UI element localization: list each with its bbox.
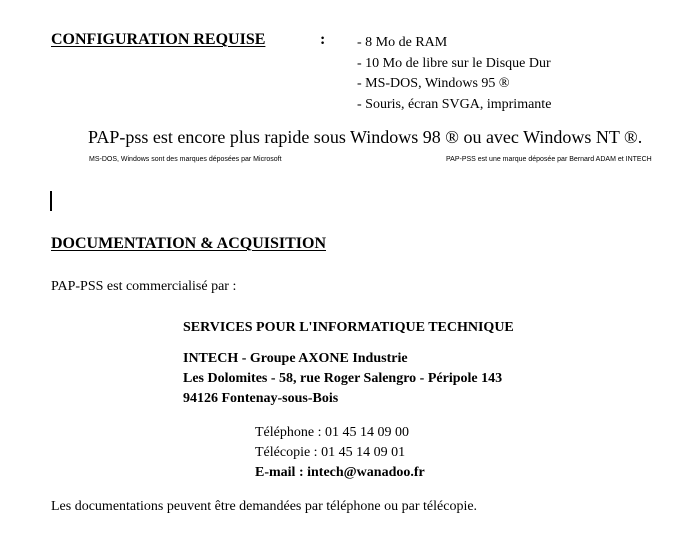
- requirements-list: [357, 33, 551, 115]
- phone-line: Téléphone : 01 45 14 09 00: [255, 425, 409, 440]
- address-line: INTECH - Groupe AXONE Industrie: [183, 351, 408, 366]
- requirement-item: - 8 Mo de RAM: [357, 35, 448, 50]
- email-line[interactable]: E-mail : intech@wanadoo.fr: [255, 465, 425, 480]
- fax-line: Télécopie : 01 45 14 09 01: [255, 445, 406, 460]
- requirement-item: - Souris, écran SVGA, imprimante: [357, 96, 552, 112]
- footer-note: Les documentations peuvent être demandées par téléphone ou par télécopie.: [51, 499, 478, 514]
- contact-block: [255, 423, 425, 483]
- text-cursor: [50, 191, 52, 211]
- speed-note: PAP-pss est encore plus rapide sous Windows 98 ® ou avec Windows NT ®.: [88, 127, 643, 147]
- trademark-pap-pss: PAP-PSS est une marque déposée par Bernard ADAM et INTECH: [446, 156, 652, 163]
- requirements-colon: :: [320, 31, 326, 48]
- company-address: [183, 349, 502, 409]
- documentation-heading: DOCUMENTATION & ACQUISITION: [51, 235, 326, 252]
- address-line: Les Dolomites - 58, rue Roger Salengro - Péripole 143: [183, 371, 503, 386]
- company-name: SERVICES POUR L'INFORMATIQUE TECHNIQUE: [183, 320, 514, 335]
- address-line: 94126 Fontenay-sous-Bois: [183, 391, 339, 406]
- requirement-item: - 10 Mo de libre sur le Disque Dur: [357, 55, 551, 71]
- commercial-intro: PAP-PSS est commercialisé par :: [51, 279, 237, 294]
- requirement-item: - MS-DOS, Windows 95 ®: [357, 76, 510, 91]
- requirements-heading: CONFIGURATION REQUISE: [51, 31, 266, 48]
- trademark-microsoft: MS-DOS, Windows sont des marques déposées par Microsoft: [89, 156, 282, 163]
